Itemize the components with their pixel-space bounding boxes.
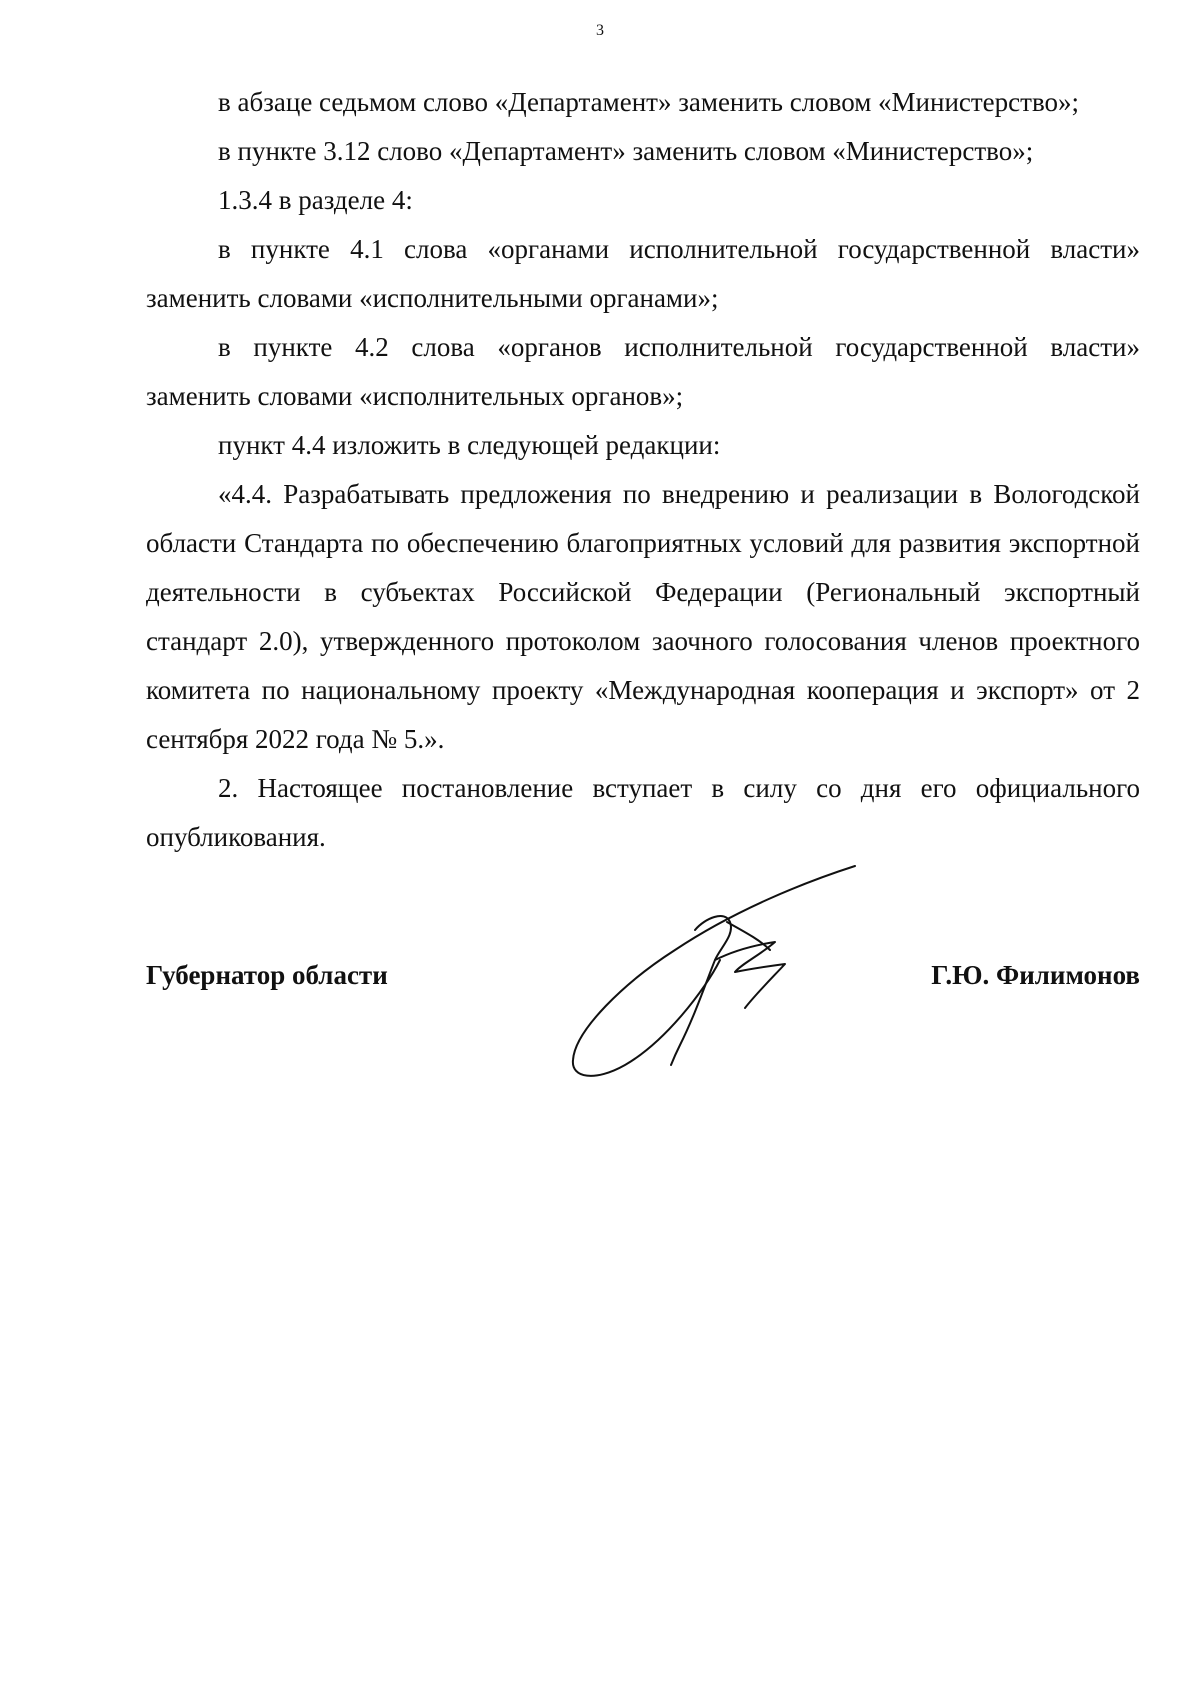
paragraph-amend-4-1: в пункте 4.1 слова «органами исполнительной государственной власти» заменить словами «исполнительными органами»; [146,234,1140,313]
document-body [146,78,1140,862]
page-number: 3 [596,22,604,39]
paragraph-4-4-new-text: «4.4. Разрабатывать предложения по внедрению и реализации в Вологодской области Стандарта по обеспечению благоприятных условий для развития экспортной деятельности в субъектах Российской Федерации (Региональный экспортный стандарт 2.0), утвержденного протоколом заочного голосования членов проектного комитета по национальному проекту «Международная кооперация и экспорт» от 2 сентября 2022 года № 5.». [146,479,1140,754]
paragraph-effective-date: 2. Настоящее постановление вступает в силу со дня его официального опубликования. [146,773,1140,852]
paragraph-amend-4-4-intro: пункт 4.4 изложить в следующей редакции: [218,430,721,460]
signatory-position: Губернатор области [146,960,388,990]
paragraph-amend-3-12: в пункте 3.12 слово «Департамент» заменить словом «Министерство»; [218,136,1034,166]
paragraph-amend-para7: в абзаце седьмом слово «Департамент» заменить словом «Министерство»; [218,87,1080,117]
signatory-name: Г.Ю. Филимонов [931,960,1140,990]
handwritten-signature [555,860,895,1080]
paragraph-section-4-heading: 1.3.4 в разделе 4: [218,185,413,215]
paragraph-amend-4-2: в пункте 4.2 слова «органов исполнительной государственной власти» заменить словами «исполнительных органов»; [146,332,1140,411]
